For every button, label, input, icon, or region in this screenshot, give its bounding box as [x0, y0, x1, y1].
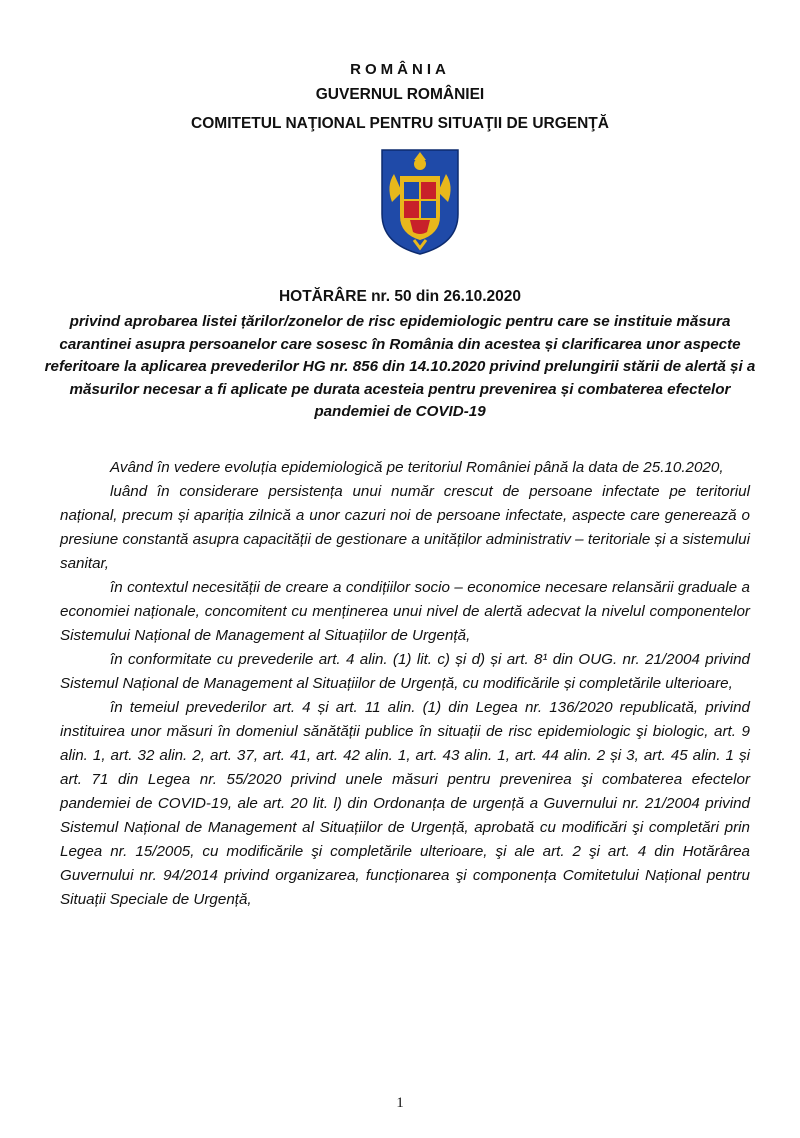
header-government: GUVERNUL ROMÂNIEI	[315, 86, 485, 103]
paragraph-3: în contextul necesității de creare a condițiilor socio – economice necesare relansării graduale a economiei naționale, concomitent cu menținerea unui nivel de alertă adecvat la nivelul componentelor Sistemului Național de Management al Situațiilor de Urgență,	[60, 579, 750, 644]
document-body	[60, 456, 750, 912]
header-committee: COMITETUL NAŢIONAL PENTRU SITUAŢII DE URGENŢĂ	[191, 115, 609, 132]
paragraph-1: Având în vedere evoluția epidemiologică pe teritoriul României până la data de 25.10.2020,	[110, 459, 724, 476]
decision-title: HOTĂRÂRE nr. 50 din 26.10.2020	[278, 288, 522, 305]
paragraph-4: în conformitate cu prevederile art. 4 alin. (1) lit. c) și d) și art. 8¹ din OUG. nr. 21/2004 privind Sistemul Național de Management al Situațiilor de Urgență, cu modificările și completările ulterioare,	[60, 651, 750, 692]
coat-of-arms-icon	[380, 148, 460, 256]
decision-subject: privind aprobarea listei țărilor/zonelor de risc epidemiologic pentru care se instituie măsura carantinei asupra persoanelor care sosesc în România din acestea și clarificarea unor aspecte referitoare la aplicarea prevederilor HG nr. 856 din 14.10.2020 privind prelungirii stării de alertă și a măsurilor necesar a fi aplicate pe durata acesteia pentru prevenirea și combaterea efectelor pandemiei de COVID-19	[44, 313, 756, 420]
page-number: 1	[396, 1095, 404, 1111]
paragraph-5: în temeiul prevederilor art. 4 și art. 11 alin. (1) din Legea nr. 136/2020 republicată, privind instituirea unor măsuri în domeniul sănătății publice în situații de risc epidemiologic şi biologic, art. 9 alin. 1, art. 32 alin. 2, art. 37, art. 41, art. 42 alin. 1, art. 43 alin. 1, art. 44 alin. 2 și 3, art. 45 alin. 1 și art. 71 din Legea nr. 55/2020 privind unele măsuri pentru prevenirea şi combaterea efectelor pandemiei de COVID-19, ale art. 20 lit. l) din Ordonanța de urgență a Guvernului nr. 21/2004 privind Sistemul Național de Management al Situațiilor de Urgență, aprobată cu modificări şi completări prin Legea nr. 15/2005, cu modificările şi completările ulterioare, şi ale art. 2 şi art. 4 din Hotărârea Guvernului nr. 94/2014 privind organizarea, funcționarea şi componența Comitetului Național pentru Situații Speciale de Urgență,	[60, 699, 750, 908]
paragraph-2: luând în considerare persistența unui număr crescut de persoane infectate pe teritoriul național, precum și apariția zilnică a unor cazuri noi de persoane infectate, aspecte care generează o presiune constantă asupra capacității de gestionare a unităților administrativ – teritoriale și a sistemului sanitar,	[60, 483, 750, 572]
header-country: ROMÂNIA	[350, 61, 450, 78]
